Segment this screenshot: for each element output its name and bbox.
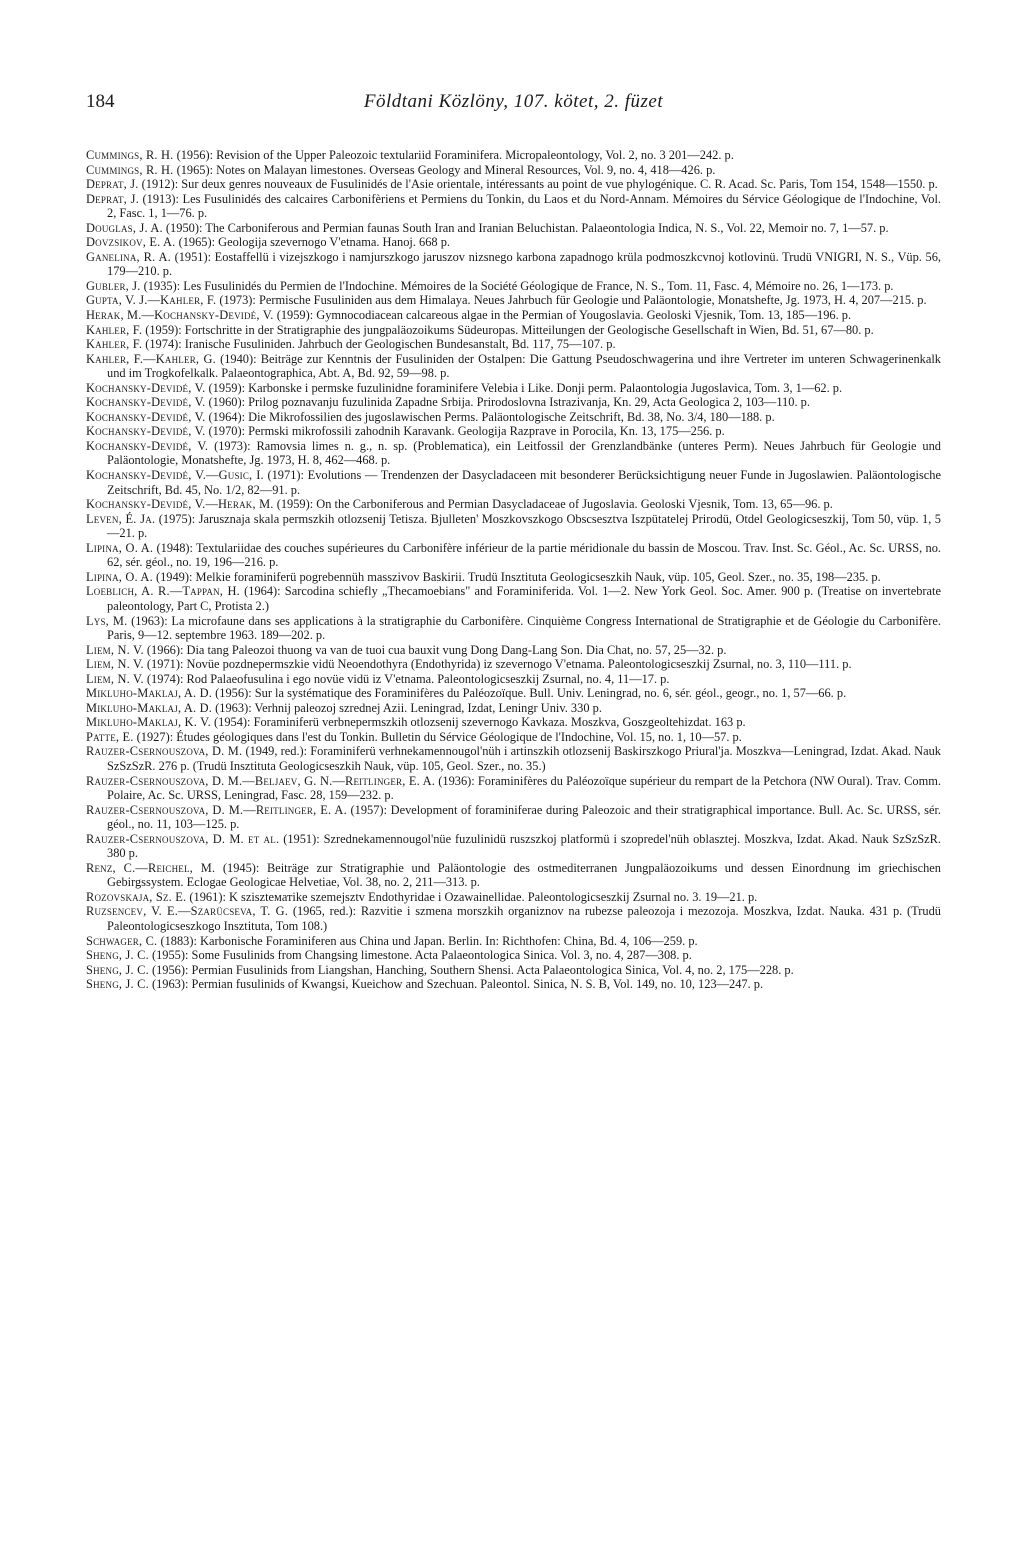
reference-author: Ganelina, R. A. — [86, 249, 171, 264]
reference-entry — [86, 192, 941, 221]
reference-entry — [86, 686, 941, 701]
reference-text: (1965, red.): Razvitie i szmena morszkih organiznov na rubezse paleozoja i mezozoja. Moszkva, Izdat. Nauka. 431 p. (Trudü Paleontologicseszkogo Insztituta, Tom 108.) — [107, 904, 942, 933]
reference-entry — [86, 293, 941, 308]
reference-entry — [86, 803, 941, 832]
reference-author: Rauzer-Csernouszova, D. M. et al. — [86, 831, 280, 846]
reference-author: Kahler, F. — [86, 322, 143, 337]
reference-author: Deprat, J. — [86, 191, 139, 206]
reference-author: Liem, N. V. — [86, 642, 144, 657]
reference-text: (1974): Iranische Fusuliniden. Jahrbuch der Geologischen Bundesanstalt, Bd. 117, 75—107. p. — [142, 337, 616, 352]
reference-entry — [86, 395, 941, 410]
reference-entry — [86, 774, 941, 803]
reference-author: Kahler, F. — [86, 337, 143, 352]
reference-entry — [86, 250, 941, 279]
reference-author: Liem, N. V. — [86, 657, 144, 672]
reference-author: Cummings, R. H. — [86, 162, 174, 177]
reference-author: Kochansky-Devidé, V.—Herak, M. — [86, 497, 274, 512]
reference-entry — [86, 977, 941, 992]
reference-entry — [86, 861, 941, 890]
reference-text: (1961): K sziszteматike szemejsztv Endothyridae i Ozawainellidae. Paleontologicseszkij Zsurnal no. 3. 19—21. p. — [186, 889, 758, 904]
reference-list — [86, 148, 941, 992]
reference-entry — [86, 163, 941, 178]
reference-author: Loeblich, A. R.—Tappan, H. — [86, 584, 240, 599]
reference-entry — [86, 934, 941, 949]
reference-text: (1963): La microfaune dans ses applications à la stratigraphie du Carbonifère. Cinquième Congress International de Stratigraphie et de Géologie du Carbonifère. Paris, 9—12. septembre 1963. 189—202. p. — [107, 613, 941, 643]
reference-text: (1959): Gymnocodiacean calcareous algae in the Permian of Yougoslavia. Geoloski Vjesnik, Tom. 13, 185—196. p. — [273, 308, 852, 323]
reference-author: Kochansky-Devidé, V. — [86, 409, 206, 424]
reference-text: (1966): Dia tang Paleozoi thuong va van de tuoi cua bauxit vung Dong Dang-Lang Son. Dia Chat, no. 57, 25—32. p. — [143, 642, 727, 657]
reference-author: Renz, C.—Reichel, M. — [86, 860, 216, 875]
reference-entry — [86, 279, 941, 294]
reference-text: (1965): Geologija szevernogo V'etnama. Hanoj. 668 p. — [175, 235, 450, 250]
reference-entry — [86, 643, 941, 658]
reference-entry — [86, 584, 941, 613]
reference-text: (1957): Development of foraminiferae during Paleozoic and their stratigraphical importance. Bull. Ac. Sc. URSS, sér. géol., no. 11, 103—125. p. — [107, 802, 941, 832]
reference-entry — [86, 512, 941, 541]
reference-text: (1951): Szrednekamennougol'nüe fuzulinidü ruszszkoj platformü i szopredel'nüh oblasztej. Moszkva, Izdat. Akad. Nauk SzSzSzR. 380 p. — [107, 831, 941, 861]
reference-entry — [86, 715, 941, 730]
reference-entry — [86, 235, 941, 250]
reference-text: (1970): Permski mikrofossili zahodnih Karavank. Geologija Razprave in Porocila, Kn. 13, 175—256. p. — [205, 424, 725, 439]
reference-text: (1973): Permische Fusuliniden aus dem Himalaya. Neues Jahrbuch für Geologie und Paläontologie, Monatshefte, Jg. 1973, H. 4, 207—215. p. — [216, 293, 927, 308]
reference-author: Rauzer-Csernouszova, D. M. — [86, 744, 243, 759]
reference-author: Sheng, J. C. — [86, 977, 149, 992]
reference-text: (1948): Textulariidae des couches supérieures du Carbonifère inférieur de la partie méridionale du bassin de Moscou. Trav. Inst. Sc. Géol., Ac. Sc. URSS, no. 62, sér. géol., no. 19, 196—216. p. — [107, 540, 941, 570]
reference-entry — [86, 497, 941, 512]
reference-author: Herak, M.—Kochansky-Devidé, V. — [86, 308, 274, 323]
reference-entry — [86, 832, 941, 861]
reference-entry — [86, 657, 941, 672]
reference-entry — [86, 570, 941, 585]
reference-entry — [86, 177, 941, 192]
reference-text: (1959): On the Carboniferous and Permian Dasycladaceae of Jugoslavia. Geoloski Vjesnik, Tom. 13, 65—96. p. — [273, 497, 833, 512]
reference-text: (1959): Fortschritte in der Stratigraphie des jungpaläozoikums Südeuropas. Mitteilungen der Geologische Gesellschaft in Wien, Bd. 51, 67—80. p. — [142, 322, 874, 337]
reference-entry — [86, 904, 941, 933]
reference-entry — [86, 424, 941, 439]
reference-author: Leven, É. Ja. — [86, 511, 156, 526]
reference-author: Rauzer-Csernouszova, D. M.—Beljaev, G. N.—Reitlinger, E. A. — [86, 773, 436, 788]
reference-text: (1883): Karbonische Foraminiferen aus China und Japan. Berlin. In: Richthofen: China, Bd. 4, 106—259. p. — [157, 933, 698, 948]
reference-text: (1974): Rod Palaeofusulina i ego novüe vidü iz V'etnama. Paleontologicseszkij Zsurnal, no. 4, 11—17. p. — [143, 671, 670, 686]
reference-entry — [86, 221, 941, 236]
reference-entry — [86, 323, 941, 338]
reference-author: Dovzsikov, E. A. — [86, 235, 176, 250]
reference-entry — [86, 148, 941, 163]
reference-author: Gubler, J. — [86, 278, 141, 293]
reference-author: Lys, M. — [86, 613, 128, 628]
reference-text: (1912): Sur deux genres nouveaux de Fusulinidés de l'Asie orientale, intéressants au point de vue phylogénique. C. R. Acad. Sc. Paris, Tom 154, 1548—1550. p. — [138, 177, 938, 192]
reference-author: Rauzer-Csernouszova, D. M.—Reitlinger, E. A. — [86, 802, 347, 817]
reference-author: Douglas, J. A. — [86, 220, 163, 235]
reference-author: Kochansky-Devidé, V. — [86, 424, 206, 439]
reference-text: (1951): Eostaffellü i vizejszkogo i namjurszkogo jaruszov nizsnego karbona zapadnogo krüla podmoszkcvnoj kotlovinü. Trudü VNIGRI, N. S., Vüp. 56, 179—210. p. — [107, 249, 941, 279]
reference-entry — [86, 337, 941, 352]
reference-entry — [86, 410, 941, 425]
reference-author: Mikluho-Maklaj, K. V. — [86, 715, 211, 730]
reference-text: (1971): Evolutions — Trendenzen der Dasycladaceen mit besonderer Berücksichtigung neuer Funde in Jugoslawien. Paläontologische Zeitschrift, Bd. 45, No. 1/2, 82—91. p. — [107, 468, 941, 497]
reference-author: Gupta, V. J.—Kahler, F. — [86, 293, 217, 308]
reference-text: (1963): Verhnij paleozoj szrednej Azii. Leningrad, Izdat, Leningr Univ. 330 p. — [212, 700, 602, 715]
reference-entry — [86, 730, 941, 745]
reference-entry — [86, 672, 941, 687]
reference-text: (1964): Sarcodina schiefly „Thecamoebians" and Foraminiferida. Vol. 1—2. New York Geol. Soc. Amer. 900 p. (Treatise on invertebrate paleontology, Part C, Protista 2.) — [107, 584, 941, 613]
reference-author: Deprat, J. — [86, 177, 139, 192]
journal-title: Földtani Közlöny, 107. kötet, 2. füzet — [363, 91, 664, 112]
reference-text: (1949): Melkie foraminiferü pogrebennüh masszivov Baskirii. Trudü Insztituta Geologicseszkih Nauk, vüp. 105, Geol. Szer., no. 35, 198—235. p. — [152, 569, 881, 584]
reference-entry — [86, 381, 941, 396]
reference-text: (1964): Die Mikrofossilien des jugoslawischen Perms. Paläontologische Zeitschrift, Bd. 38, No. 3/4, 180—188. p. — [205, 409, 775, 424]
reference-entry — [86, 439, 941, 468]
reference-entry — [86, 948, 941, 963]
reference-text: (1956): Sur la systématique des Foraminifères du Paléozoïque. Bull. Univ. Leningrad, no. 6, sér. géol., geogr., no. 1, 57—66. p. — [212, 686, 847, 701]
reference-author: Sheng, J. C. — [86, 962, 149, 977]
reference-text: (1935): Les Fusulinidés du Permien de l'Indochine. Mémoires de la Société Géologique de France, N. S., Tom. 11, Fasc. 4, Mémoire no. 26, 1—173. p. — [140, 278, 894, 293]
reference-text: (1950): The Carboniferous and Permian faunas South Iran and Iranian Beluchistan. Palaeontologia Indica, N. S., Vol. 22, Memoir no. 7, 1—57. p. — [162, 220, 889, 235]
reference-author: Patte, E. — [86, 729, 134, 744]
reference-entry — [86, 890, 941, 905]
reference-text: (1965): Notes on Malayan limestones. Overseas Geology and Mineral Resources, Vol. 9, no. 4, 418—426. p. — [173, 162, 716, 177]
reference-author: Cummings, R. H. — [86, 148, 174, 162]
reference-author: Sheng, J. C. — [86, 948, 149, 963]
reference-entry — [86, 352, 941, 381]
page-number: 184 — [86, 91, 115, 112]
reference-author: Liem, N. V. — [86, 671, 144, 686]
reference-entry — [86, 963, 941, 978]
reference-text: (1913): Les Fusulinidés des calcaires Carbonifèriens et Permiens du Tonkin, du Laos et du Nord-Annam. Mémoires du Sérvice Géologique de l'Indochine, Vol. 2, Fasc. 1, 1—76. p. — [107, 191, 941, 221]
reference-entry — [86, 541, 941, 570]
reference-text: (1954): Foraminiferü verbnepermszkih otlozsenij szevernogo Kavkaza. Moszkva, Goszgeoltehizdat. 163 p. — [210, 715, 746, 730]
reference-text: (1960): Prilog poznavanju fuzulinida Zapadne Srbija. Prirodoslovna Istrazivanja, Kn. 29, Acta Geologica 2, 103—110. p. — [205, 395, 810, 410]
reference-author: Schwager, C. — [86, 933, 158, 948]
reference-text: (1940): Beiträge zur Kenntnis der Fusuliniden der Ostalpen: Die Gattung Pseudoschwagerina und ihre Vertreter im unteren Schwagerinenkalk und im Trogkofelkalk. Palaeontographica, Abt. A, Bd. 92, 59—98. p. — [107, 351, 941, 381]
reference-author: Mikluho-Maklaj, A. D. — [86, 686, 213, 701]
reference-author: Kochansky-Devidé, V. — [86, 438, 209, 453]
reference-text: (1975): Jarusznaja skala permszkih otlozsenij Tetisza. Bjulleten' Moszkovszkogo Obscsesztva Iszpütatelej Prirodü, Otdel Geologicseszkij, Tom 50, vüp. 1, 5—21. p. — [107, 511, 941, 541]
reference-text: (1936): Foraminifères du Paléozoïque supérieur du rempart de la Petchora (NW Oural). Trav. Comm. Polaire, Ac. Sc. URSS, Leningrad, Fasc. 28, 159—232. p. — [107, 773, 942, 803]
reference-author: Kochansky-Devidé, V.—Gusic, I. — [86, 468, 264, 483]
reference-text: (1955): Some Fusulinids from Changsing limestone. Acta Palaeontologica Sinica. Vol. 3, no. 4, 287—308. p. — [148, 948, 692, 963]
reference-text: (1949, red.): Foraminiferü verhnekamennougol'nüh i artinszkih otlozsenij Baskirszkogo Priural'ja. Moszkva—Leningrad, Izdat. Akad. Nauk SzSzSzR. 276 p. (Trudü Insztituta Geologicseszkih Nauk, vüp. 105, Geol. Szer., no. 35.) — [107, 744, 942, 773]
reference-author: Rozovskaja, Sz. E. — [86, 889, 187, 904]
reference-entry — [86, 744, 941, 773]
reference-text: (1959): Karbonske i permske fuzulinidne foraminifere Velebia i Like. Donji perm. Palaontologia Jugoslavica, Tom. 3, 1—62. p. — [205, 380, 843, 395]
reference-author: Kochansky-Devidé, V. — [86, 395, 206, 410]
reference-text: (1927): Études géologiques dans l'est du Tonkin. Bulletin du Sérvice Géologique de l'Indochine, Vol. 15, no. 1, 10—57. p. — [133, 729, 742, 744]
reference-text: (1971): Novüe pozdnepermszkie vidü Neoendothyra (Endothyrida) iz szevernogo V'etnama. Paleontologicseszkij Zsurnal, no. 3, 110—111. p. — [143, 657, 852, 672]
reference-author: Ruzsencev, V. E.—Szarücseva, T. G. — [86, 904, 289, 919]
reference-text: (1956): Revision of the Upper Paleozoic textulariid Foraminifera. Micropaleontology, Vol. 2, no. 3 201—242. p. — [173, 148, 734, 162]
reference-text: (1956): Permian Fusulinids from Liangshan, Hanching, Southern Shensi. Acta Palaeontologica Sinica, Vol. 4, no. 2, 175—228. p. — [148, 962, 794, 977]
reference-entry — [86, 701, 941, 716]
reference-text: (1945): Beiträge zur Stratigraphie und Paläontologie des ostmediterranen Jungpaläozoikums und dessen Einordnung im griechischen Gebirgssystem. Eclogae Geologicae Helvetiae, Vol. 38, no. 2, 211—313. p. — [107, 860, 941, 890]
reference-entry — [86, 614, 941, 643]
reference-text: (1963): Permian fusulinids of Kwangsi, Kueichow and Szechuan. Paleontol. Sinica, N. S. B, Vol. 149, no. 10, 123—247. p. — [148, 977, 764, 992]
reference-text: (1973): Ramovsia limes n. g., n. sp. (Problematica), ein Leitfossil der Grenzlandbänke (unteres Perm). Neues Jahrbuch für Geologie und Paläontologie, Monatshefte, Jg. 1973, H. 8, 462—468. p. — [107, 438, 941, 468]
reference-author: Lipina, O. A. — [86, 569, 153, 584]
reference-author: Kahler, F.—Kahler, G. — [86, 351, 216, 366]
reference-author: Lipina, O. A. — [86, 540, 154, 555]
reference-entry — [86, 308, 941, 323]
reference-author: Mikluho-Maklaj, A. D. — [86, 700, 213, 715]
reference-author: Kochansky-Devidé, V. — [86, 380, 206, 395]
reference-entry — [86, 468, 941, 497]
